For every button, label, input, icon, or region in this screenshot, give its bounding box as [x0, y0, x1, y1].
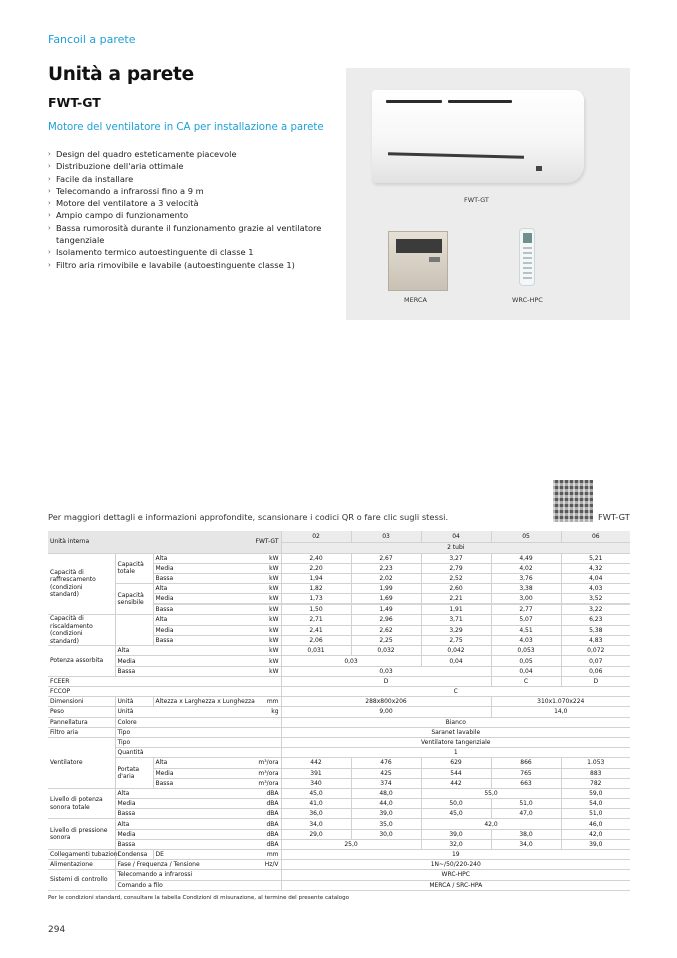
value-cell: 0,05: [491, 656, 561, 666]
controller-button: [429, 257, 440, 262]
wall-unit-image: [372, 90, 584, 183]
value-cell: 765: [491, 768, 561, 778]
power-supply-sub: Fase / Frequenza / Tensione: [115, 860, 228, 870]
value-cell: 0,04: [421, 656, 491, 666]
value-cell: 1,73: [281, 594, 351, 605]
value-cell: 1,69: [351, 594, 421, 605]
value-cell: 0,06: [561, 666, 630, 676]
value-cell: 0,07: [561, 656, 630, 666]
value-cell: 1,82: [281, 584, 351, 594]
chevron-right-icon: ›: [48, 211, 51, 220]
value-cell: 663: [491, 778, 561, 788]
fceer-label: FCEER: [48, 676, 281, 686]
value-cell: D: [281, 676, 491, 686]
table-row: [48, 553, 630, 563]
table-row: [48, 676, 630, 686]
total-capacity-label: Capacità totale: [115, 553, 153, 584]
airflow-label: Portata d'aria: [115, 758, 153, 789]
chevron-right-icon: ›: [48, 162, 51, 171]
chevron-right-icon: ›: [48, 174, 51, 183]
table-row: [48, 727, 630, 737]
qr-label[interactable]: FWT-GT: [598, 512, 630, 522]
remote-keypad: [523, 247, 532, 281]
value-cell: 3,22: [561, 604, 630, 615]
value-cell: 39,0: [351, 809, 421, 819]
value-cell: 1,50: [281, 604, 351, 615]
value-cell: 0,04: [491, 666, 561, 676]
heating-group-label: Capacità di riscaldamento (condizioni standard): [48, 615, 115, 646]
piping-sub: Condensa: [115, 850, 153, 860]
unit-label: dBA: [228, 809, 281, 819]
value-cell: 3,00: [491, 594, 561, 605]
unit-label: kW: [228, 635, 281, 645]
value-cell: 50,0: [421, 799, 491, 809]
qr-code-icon[interactable]: [553, 480, 593, 522]
remote-display: [523, 233, 532, 243]
value-cell: 1,49: [351, 604, 421, 615]
model-04: 04: [421, 531, 491, 542]
dimensions-detail: Altezza x Larghezza x Lunghezza: [153, 697, 228, 707]
value-cell: 340: [281, 778, 351, 788]
value-cell: 2,67: [351, 553, 421, 563]
value-cell: 544: [421, 768, 491, 778]
speed-label: Bassa: [153, 635, 228, 645]
speed-label: Alta: [115, 819, 228, 829]
table-row: [48, 717, 630, 727]
table-row: [48, 615, 630, 625]
feature-text: Isolamento termico autoestinguente di classe 1: [56, 247, 254, 258]
panel-label: Pannellatura: [48, 717, 115, 727]
feature-item: [48, 197, 348, 209]
feature-text: Bassa rumorosità durante il funzionamento grazie al ventilatore tangenziale: [56, 222, 322, 246]
cooling-group-label: Capacità di raffrescamento (condizioni standard): [48, 553, 115, 615]
feature-item: [48, 148, 348, 160]
chevron-right-icon: ›: [48, 150, 51, 158]
speed-label: Media: [115, 799, 228, 809]
table-row: [48, 656, 630, 666]
value-cell: 3,71: [421, 615, 491, 625]
footnote: Per le condizioni standard, consultare la tabella Condizioni di misurazione, al termine del presente catalogo: [48, 895, 350, 901]
model-name: FWT-GT: [48, 95, 101, 110]
speed-label: Media: [153, 594, 228, 605]
speed-label: Alta: [115, 646, 228, 656]
value-cell: 34,0: [491, 839, 561, 849]
chevron-right-icon: ›: [48, 186, 51, 195]
value-cell: 4,49: [491, 553, 561, 563]
value-cell: 14,0: [491, 707, 630, 717]
value-cell: 2,02: [351, 573, 421, 583]
table-row: [48, 666, 630, 676]
remote-control-image: [519, 228, 535, 286]
speed-label: Alta: [153, 553, 228, 563]
value-cell: 782: [561, 778, 630, 788]
value-cell: 288x800x206: [281, 697, 491, 707]
value-cell: 2,25: [351, 635, 421, 645]
speed-label: Alta: [153, 615, 228, 625]
value-cell: 5,07: [491, 615, 561, 625]
dimensions-label: Dimensioni: [48, 697, 115, 707]
feature-text: Distribuzione dell'aria ottimale: [56, 161, 184, 172]
speed-label: Alta: [153, 584, 228, 594]
value-cell: 41,0: [281, 799, 351, 809]
table-row: [48, 584, 630, 594]
model-05: 05: [491, 531, 561, 542]
unit-label: kW: [228, 646, 281, 656]
unit-label: m³/ora: [228, 778, 281, 788]
value-cell: C: [281, 687, 630, 697]
sound-power-group-label: Livello di potenza sonora totale: [48, 788, 115, 819]
value-cell: 4,03: [561, 584, 630, 594]
spec-table: [48, 531, 630, 891]
value-cell: 4,32: [561, 563, 630, 573]
value-cell: 34,0: [281, 819, 351, 829]
value-cell: 51,0: [491, 799, 561, 809]
value-cell: 44,0: [351, 799, 421, 809]
feature-text: Filtro aria rimovibile e lavabile (autoestinguente classe 1): [56, 259, 295, 270]
value-cell: 5,21: [561, 553, 630, 563]
chevron-right-icon: ›: [48, 199, 51, 208]
weight-label: Peso: [48, 707, 115, 717]
indoor-unit-label: Unità interna: [48, 531, 153, 553]
wired-control-sub: Comando a filo: [115, 880, 281, 890]
speed-label: Media: [153, 768, 228, 778]
value-cell: 59,0: [561, 788, 630, 798]
table-row: [48, 788, 630, 798]
speed-label: Bassa: [115, 839, 228, 849]
qr-note: Per maggiori dettagli e informazioni approfondite, scansionare i codici QR o fare clic sugli stessi.: [48, 512, 449, 522]
unit-label: dBA: [228, 819, 281, 829]
value-cell: 3,27: [421, 553, 491, 563]
value-cell: 30,0: [351, 829, 421, 839]
sensible-capacity-label: Capacità sensibile: [115, 584, 153, 615]
unit-label: kW: [228, 594, 281, 605]
table-row: [48, 850, 630, 860]
controller-display: [396, 239, 442, 253]
air-outlet: [388, 152, 524, 159]
value-cell: 442: [421, 778, 491, 788]
feature-item: [48, 160, 348, 172]
value-cell: 2,41: [281, 625, 351, 635]
table-row: [48, 829, 630, 839]
value-cell: 1,91: [421, 604, 491, 615]
value-cell: 2,20: [281, 563, 351, 573]
value-cell: Saranet lavabile: [281, 727, 630, 737]
chevron-right-icon: ›: [48, 223, 51, 232]
value-cell: 629: [421, 758, 491, 768]
value-cell: 54,0: [561, 799, 630, 809]
value-cell: 9,00: [281, 707, 491, 717]
model-06: 06: [561, 531, 630, 542]
value-cell: MERCA / SRC-HPA: [281, 880, 630, 890]
feature-text: Ampio campo di funzionamento: [56, 210, 189, 221]
value-cell: 442: [281, 758, 351, 768]
unit-label: kW: [228, 625, 281, 635]
speed-label: Media: [153, 625, 228, 635]
value-cell: 425: [351, 768, 421, 778]
value-cell: 0,03: [281, 666, 491, 676]
feature-text: Design del quadro esteticamente piacevole: [56, 149, 237, 159]
product-photo-panel: [346, 68, 630, 320]
value-cell: 2,40: [281, 553, 351, 563]
value-cell: 51,0: [561, 809, 630, 819]
value-cell: 2,75: [421, 635, 491, 645]
wall-unit-caption: FWT-GT: [464, 196, 489, 204]
table-row: [48, 870, 630, 880]
value-cell: 36,0: [281, 809, 351, 819]
pipe-config: 2 tubi: [281, 542, 630, 553]
value-cell: 5,38: [561, 625, 630, 635]
value-cell: 2,60: [421, 584, 491, 594]
value-cell: 45,0: [421, 809, 491, 819]
wired-controller-caption: MERCA: [404, 296, 427, 304]
weight-sub: Unità: [115, 707, 228, 717]
chevron-right-icon: ›: [48, 248, 51, 257]
value-cell: 4,83: [561, 635, 630, 645]
ir-remote-sub: Telecomando a infrarossi: [115, 870, 281, 880]
value-cell: 2,96: [351, 615, 421, 625]
panel-sub: Colore: [115, 717, 281, 727]
value-cell: 0,072: [561, 646, 630, 656]
value-cell: 476: [351, 758, 421, 768]
value-cell: 1N~/50/220-240: [281, 860, 630, 870]
value-cell: 25,0: [281, 839, 421, 849]
value-cell: C: [491, 676, 561, 686]
section-label: Fancoil a parete: [48, 33, 136, 46]
speed-label: Bassa: [115, 666, 228, 676]
empty-cell: [115, 615, 153, 646]
value-cell: 2,06: [281, 635, 351, 645]
feature-item: [48, 222, 348, 247]
unit-label: m³/ora: [228, 758, 281, 768]
table-row: [48, 707, 630, 717]
unit-label: dBA: [228, 788, 281, 798]
value-cell: 2,77: [491, 604, 561, 615]
speed-label: Media: [115, 656, 228, 666]
value-cell: 3,38: [491, 584, 561, 594]
value-cell: D: [561, 676, 630, 686]
page-title: Unità a parete: [48, 64, 194, 85]
value-cell: 42,0: [561, 829, 630, 839]
unit-label: mm: [228, 850, 281, 860]
feature-item: [48, 259, 348, 271]
value-cell: 883: [561, 768, 630, 778]
unit-label: kW: [228, 584, 281, 594]
feature-text: Facile da installare: [56, 173, 134, 184]
table-row: [48, 809, 630, 819]
product-subtitle: Motore del ventilatore in CA per installazione a parete: [48, 122, 324, 133]
value-cell: 310x1.070x224: [491, 697, 630, 707]
value-cell: 38,0: [491, 829, 561, 839]
vent-slot: [386, 100, 442, 103]
value-cell: 391: [281, 768, 351, 778]
value-cell: 39,0: [421, 829, 491, 839]
power-group-label: Potenza assorbita: [48, 646, 115, 677]
value-cell: 0,031: [281, 646, 351, 656]
value-cell: 39,0: [561, 839, 630, 849]
sound-pressure-group-label: Livello di pressione sonora: [48, 819, 115, 850]
fan-qty-sub: Quantità: [115, 748, 281, 758]
table-row: [48, 737, 630, 747]
speed-label: Alta: [115, 788, 228, 798]
table-row: [48, 758, 630, 768]
value-cell: 374: [351, 778, 421, 788]
table-row: [48, 860, 630, 870]
value-cell: 4,02: [491, 563, 561, 573]
fccop-label: FCCOP: [48, 687, 281, 697]
value-cell: Ventilatore tangenziale: [281, 737, 630, 747]
unit-label: kW: [228, 563, 281, 573]
unit-label: kg: [228, 707, 281, 717]
feature-item: [48, 209, 348, 221]
unit-label: dBA: [228, 829, 281, 839]
value-cell: 1.053: [561, 758, 630, 768]
value-cell: 19: [281, 850, 630, 860]
ir-receiver: [536, 166, 542, 171]
piping-label: Collegamenti tubazioni: [50, 851, 120, 859]
feature-text: Motore del ventilatore a 3 velocità: [56, 198, 199, 209]
value-cell: 4,04: [561, 573, 630, 583]
unit-label: kW: [228, 666, 281, 676]
remote-caption: WRC-HPC: [512, 296, 543, 304]
unit-label: m³/ora: [228, 768, 281, 778]
value-cell: 2,52: [421, 573, 491, 583]
value-cell: Bianco: [281, 717, 630, 727]
value-cell: 2,79: [421, 563, 491, 573]
value-cell: 3,29: [421, 625, 491, 635]
control-group-label: Sistemi di controllo: [48, 870, 115, 890]
value-cell: 55,0: [421, 788, 561, 798]
unit-label: kW: [228, 604, 281, 615]
unit-label: Hz/V: [228, 860, 281, 870]
value-cell: 0,053: [491, 646, 561, 656]
value-cell: 3,52: [561, 594, 630, 605]
value-cell: 3,76: [491, 573, 561, 583]
value-cell: 45,0: [281, 788, 351, 798]
wired-controller-image: [388, 231, 448, 291]
table-row: [48, 880, 630, 890]
value-cell: 47,0: [491, 809, 561, 819]
value-cell: 2,62: [351, 625, 421, 635]
table-row: [48, 646, 630, 656]
feature-item: [48, 185, 348, 197]
value-cell: 0,032: [351, 646, 421, 656]
value-cell: 4,51: [491, 625, 561, 635]
table-row: [48, 697, 630, 707]
fan-group-label: Ventilatore: [48, 737, 115, 788]
speed-label: Bassa: [153, 573, 228, 583]
model-02: 02: [281, 531, 351, 542]
feature-item: [48, 246, 348, 258]
filter-label: Filtro aria: [48, 727, 115, 737]
feature-list: [48, 148, 348, 271]
value-cell: 1: [281, 748, 630, 758]
table-row: [48, 819, 630, 829]
unit-label: kW: [228, 553, 281, 563]
speed-label: Alta: [153, 758, 228, 768]
value-cell: 48,0: [351, 788, 421, 798]
unit-label: kW: [228, 615, 281, 625]
feature-text: Telecomando a infrarossi fino a 9 m: [56, 185, 204, 196]
header-row-models: [48, 531, 630, 542]
fan-type-sub: Tipo: [115, 737, 281, 747]
speed-label: Bassa: [115, 809, 228, 819]
speed-label: Media: [153, 563, 228, 573]
speed-label: Bassa: [153, 778, 228, 788]
unit-label: dBA: [228, 799, 281, 809]
table-row: [48, 839, 630, 849]
value-cell: 1,94: [281, 573, 351, 583]
value-cell: 2,21: [421, 594, 491, 605]
value-cell: 866: [491, 758, 561, 768]
chevron-right-icon: ›: [48, 260, 51, 269]
unit-label: mm: [228, 697, 281, 707]
filter-sub: Tipo: [115, 727, 281, 737]
speed-label: Media: [115, 829, 228, 839]
value-cell: 29,0: [281, 829, 351, 839]
dimensions-sub: Unità: [115, 697, 153, 707]
value-cell: 46,0: [561, 819, 630, 829]
page-number: 294: [48, 925, 66, 935]
table-row: [48, 799, 630, 809]
speed-label: Bassa: [153, 604, 228, 615]
table-row: [48, 748, 630, 758]
value-cell: 35,0: [351, 819, 421, 829]
value-cell: 1,99: [351, 584, 421, 594]
piping-detail: DE: [153, 850, 228, 860]
value-cell: 0,03: [281, 656, 421, 666]
table-row: [48, 687, 630, 697]
value-cell: 0,042: [421, 646, 491, 656]
unit-label: kW: [228, 656, 281, 666]
unit-label: kW: [228, 573, 281, 583]
value-cell: 32,0: [421, 839, 491, 849]
value-cell: WRC-HPC: [281, 870, 630, 880]
unit-label: dBA: [228, 839, 281, 849]
value-cell: 42,0: [421, 819, 561, 829]
feature-item: [48, 173, 348, 185]
value-cell: 4,03: [491, 635, 561, 645]
value-cell: 6,23: [561, 615, 630, 625]
series-label: FWT-GT: [153, 531, 281, 553]
value-cell: 2,71: [281, 615, 351, 625]
vent-slot: [448, 100, 512, 103]
power-supply-label: Alimentazione: [48, 860, 115, 870]
model-03: 03: [351, 531, 421, 542]
value-cell: 2,23: [351, 563, 421, 573]
